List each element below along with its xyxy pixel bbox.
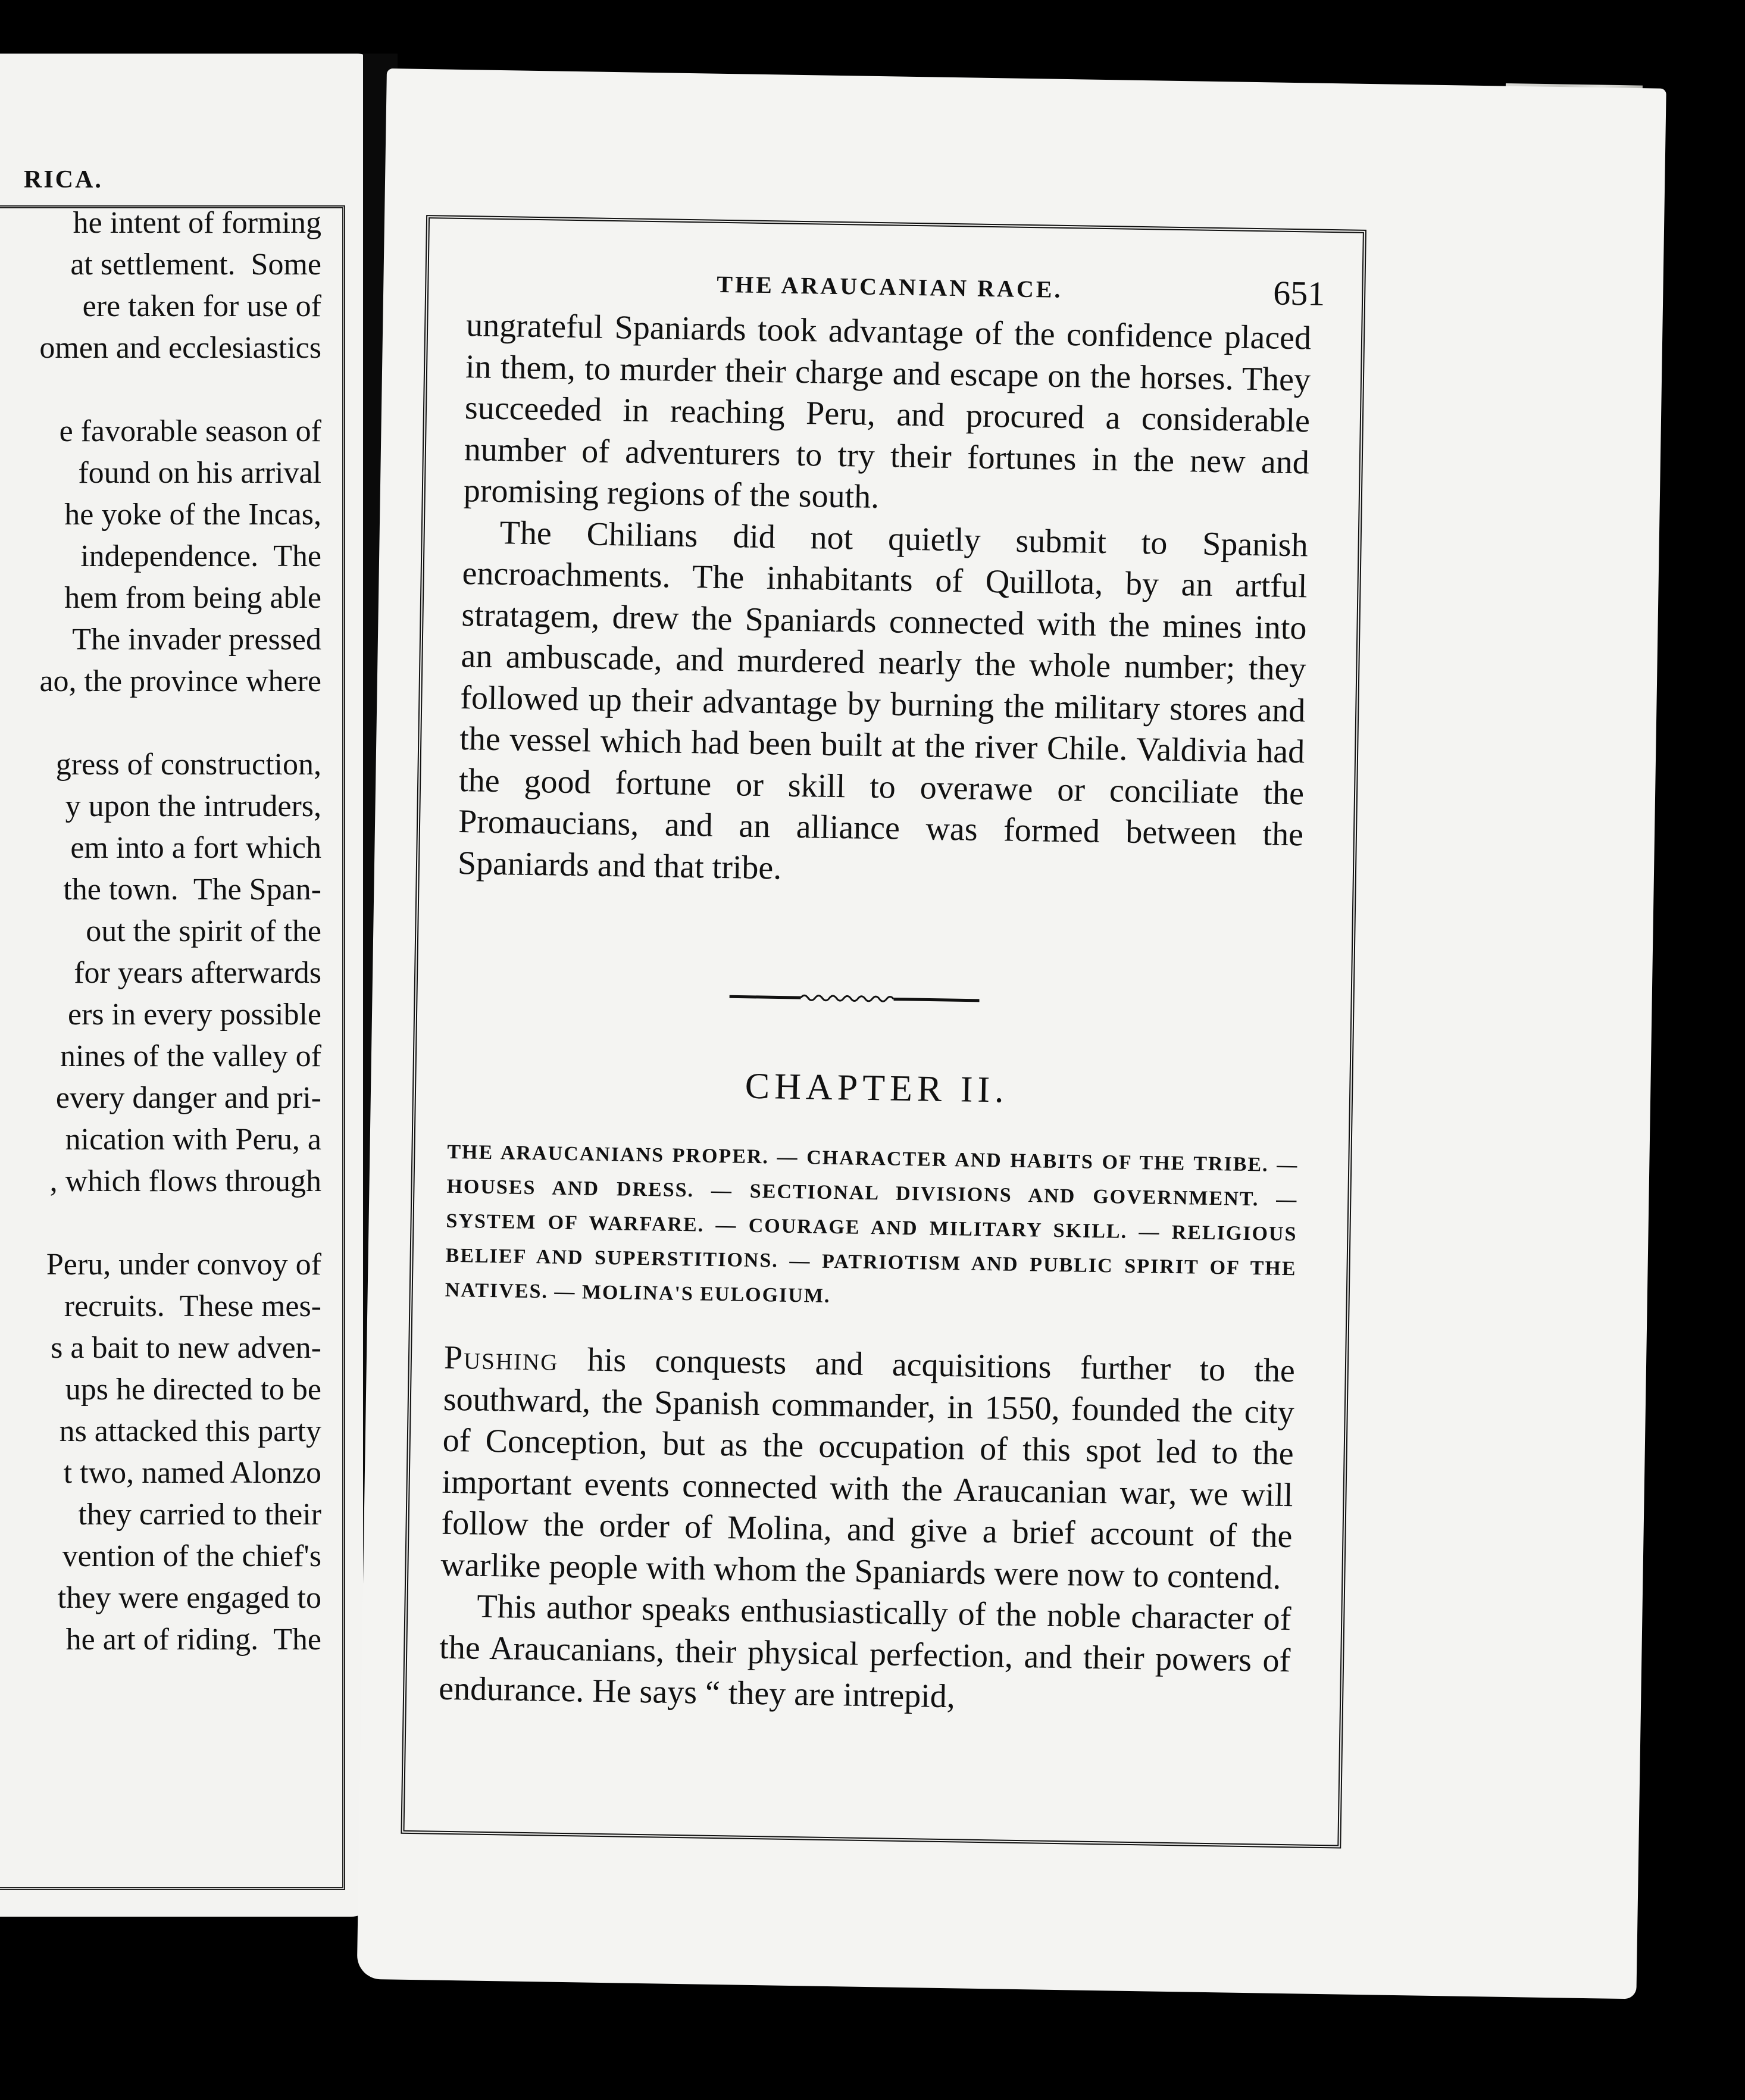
text-line: ers in every possible [67, 998, 321, 1032]
text-line: recruits. These mes- [56, 1289, 321, 1323]
text-line: the town. The Span- [55, 873, 321, 907]
text-line: for years afterwards [66, 956, 321, 990]
left-running-head: RICA. [24, 166, 103, 193]
chapter-title: CHAPTER II. [745, 1065, 1009, 1111]
text-line: , which flows through [49, 1164, 321, 1198]
left-page-text [39, 202, 321, 1661]
text-line: ao, the province where [39, 664, 321, 698]
text-line: nication with Peru, a [65, 1123, 321, 1157]
text-line: he intent of forming [73, 206, 321, 240]
text-line: at settlement. Some [70, 248, 321, 282]
paragraph: Pushing his conquests and acquisitions further to the southward, the Spanish commander, in 1550, founded the city of Conception, but as the occupation of this spot led to the important events connected with the Araucanian war, we will follow the order of Molina, and give a brief account of the warlike people with whom the Spaniards were now to contend. [440, 1339, 1296, 1596]
text-line: ere taken for use of [82, 289, 321, 323]
left-page [0, 54, 375, 1917]
text-line: ns attacked this party [59, 1414, 321, 1448]
text-line: Peru, under convoy of [46, 1248, 321, 1282]
running-head: THE ARAUCANIAN RACE. [717, 270, 1063, 303]
text-line: nines of the valley of [60, 1039, 321, 1073]
text-line: vention of the chief's [62, 1539, 321, 1573]
text-line: they were engaged to [57, 1581, 321, 1615]
text-line: they carried to their [70, 1498, 321, 1532]
paragraph: The Chilians did not quietly submit to Spanish encroachments. The inhabitants of Quillota, by an artful stratagem, drew the Spaniards connected with the mines into an ambuscade, and murdered nearly the whole number; they followed up their advantage by burning the military stores and the vessel which had been built at the river Chile. Valdivia had the good fortune or skill to overawe or conciliate the Promaucians, and an alliance was formed between the Spaniards and that tribe. [457, 514, 1309, 887]
paragraph: This author speaks enthusiastically of the noble character of the Araucanians, their physical perfection, and their powers of endurance. He says “ they are intrepid, [438, 1588, 1291, 1715]
text-line: hem from being able [64, 581, 321, 615]
text-line: The invader pressed [65, 623, 321, 657]
text-line: every danger and pri- [48, 1081, 321, 1115]
text-line: s a bait to new adven- [51, 1331, 321, 1365]
page-number: 651 [1272, 273, 1325, 313]
text-line: ups he directed to be [65, 1373, 321, 1407]
text-line: gress of construction, [55, 748, 321, 782]
text-line: y upon the intruders, [65, 789, 321, 823]
text-line: found on his arrival [70, 456, 321, 490]
paragraph: ungrateful Spaniards took advantage of the confidence placed in them, to murder their charge and escape on the horses. They succeeded in reaching Peru, and procured a considerable number of adventurers to try their fortunes in the new and promising regions of the south. [463, 307, 1312, 516]
text-line: em into a fort which [70, 831, 321, 865]
text-line [39, 702, 321, 744]
text-line: omen and ecclesiastics [39, 331, 321, 365]
text-line: he yoke of the Incas, [64, 498, 321, 532]
chapter-text [439, 1338, 1296, 1723]
text-line [39, 1202, 321, 1244]
chapter-synopsis: THE ARAUCANIANS PROPER. — CHARACTER AND HABITS OF THE TRIBE. — HOUSES AND DRESS. — SECTIONAL DIVISIONS AND GOVERNMENT. — SYSTEM OF WARFARE. — COURAGE AND MILITARY SKILL. — RELIGIOUS BELIEF AND SUPERSTITIONS. — PATRIOTISM AND PUBLIC SPIRIT OF THE NATIVES. — MOLINA'S EULOGIUM. [445, 1140, 1299, 1307]
drop-lead: Pushing [443, 1339, 559, 1378]
text-line: out the spirit of the [86, 914, 321, 948]
continuation-text [457, 305, 1311, 897]
text-line: e favorable season of [59, 414, 321, 448]
right-page [357, 68, 1666, 1999]
text-line: t two, named Alonzo [63, 1456, 321, 1490]
text-line: he art of riding. The [65, 1623, 321, 1657]
text-line: independence. The [73, 539, 321, 573]
text-line [39, 369, 321, 411]
